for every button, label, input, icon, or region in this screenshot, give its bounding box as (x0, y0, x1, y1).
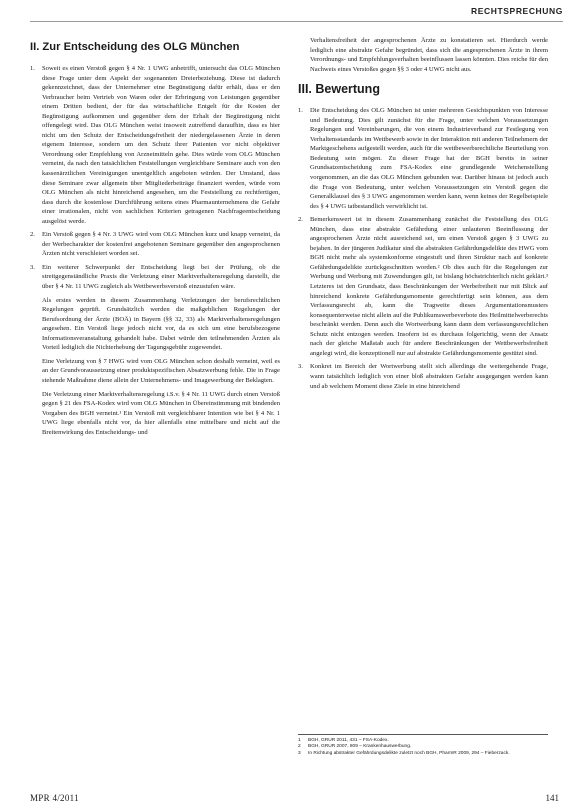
item-number: 3. (30, 263, 35, 271)
list-item (30, 64, 280, 226)
item-number: 1. (30, 65, 35, 72)
footnote-number: 2 (298, 744, 301, 750)
item-text: Konkret im Bereich der Wortwerbung stellt sich allerdings die weitergehende Frage, wann tatsächlich lediglich von einer bloß abstrakten Gefahr ausgegangen werden kann und ab welchem Moment diese Ziele in eine hinreichend (310, 363, 548, 390)
item-number: 1. (298, 107, 303, 115)
continued-paragraph: Verhaltensfreiheit der angesprochenen Ärzte zu konstatieren sei. Hierdurch werde lediglich eine abstrakte Gefahr begründet, dass sich die angesprochenen Ärzte in ihrem Verordnungs- und Empfehlungsverhalten beeinflussen lassen könnten. Dies reiche für den Nachweis eines Verstoßes gegen §§ 3 oder 4 UWG nicht aus. (310, 37, 548, 73)
section-heading-iii: III. Bewertung (298, 82, 380, 97)
page-number: 141 (545, 793, 559, 803)
footnote-text: BGH, GRUR 2007, 809 – Krankenhauswerbung. (308, 744, 412, 750)
item-text: Bemerkenswert ist in diesem Zusammenhang zunächst die Feststellung des OLG München, dass eine abstrakte Gefährdung einer unlauteren Beeinflussung der angesprochenen Ärzte nicht ausreichend sei, um einen Verstoß gegen § 3 UWG zu bejahen. In der jüngeren Judikatur sind die abstrakten Gefährdungsdelikte des HWG vom BGH nicht mehr als systemkonforme eingestuft und ihren Struktur nach auf konkrete Gefährdungsdelikte zurückgeschnitten worden.² Ob dies auch für die Regelungen zur Werbung und Werbung mit Zuwendungen gilt, ist bislang höchstrichterlich nicht geklärt.³ Letzteres ist den Grundsatz, dass Beschränkungen der Werbefreiheit nur mit Blick auf hinreichend konkrete Gefährdungsmomente gerechtfertigt sein können, aus dem Verfassungsrecht ab, kann die Tragweite dieses Argumentationsmusters konsequenterweise nicht allein auf die Publikumswerbeverbote des Heilmittelwerberechts beschränkt werden. Denn auch die Wortwerbung kann dann dem verfassungsrechtlichen Schutz nicht entzogen werden. Insofern ist es durchaus folgerichtig, wenn der Ansatz nach der gleiche Maßstab auch für andere Beschränkungen der Wettbewerbsfreiheit angelegt wird, die konzeptionell nur auf abstrakte Gefährdungsmomente gestützt sind. (310, 216, 548, 357)
item-text: Die Entscheidung des OLG München ist unter mehreren Gesichtspunkten von Interesse und Bedeutung. Dies gilt zunächst für die Frage, unter welchen Voraussetzungen Regelungen und Vereinbarungen, die von einem Industrieverband zur Festlegung von Verhaltensstandards im Wettbewerb sowie in der Interaktion mit anderen Teilnehmern der Marktgeschehens aufgestellt werden, auch für die wettbewerbsrechtliche Beurteilung von Bedeutung sein mögen. Zu dieser Frage hat der BGH bereits in seiner Grundsatzentscheidung zum FSA-Kodex eine grundlegende Weichenstellung vorgenommen, an die das OLG München gebunden war. Darüber hinaus ist jedoch auch die Frage von Bedeutung, unter welchen Voraussetzungen ein Verstoß gegen die Generalklausel des § 3 UWG angenommen werden kann, wenn keines der Regelbeispiele des § 4 UWG tatbestandlich verwirklicht ist. (310, 107, 548, 210)
list-item (298, 106, 548, 211)
item-text: Soweit es einen Verstoß gegen § 4 Nr. 1 UWG anbetrifft, untersucht das OLG München diese Frage unter dem Aspekt der sogenannten Dreierbeziehung. Diese ist dadurch gekennzeichnet, dass der Unternehmer eine Begünstigung dafür erhält, dass er den Verbraucher beim Vertrieb von Waren oder der Erbringung von Leistungen gegenüber einem Dritten bedient, der für das wirtschaftliche Entgelt für die Kosten der Begünstigung aufkommen und gegenüber dem der Erhalt der Begünstigung nicht offengelegt wird. Das OLG München weist insoweit zutreffend daraufhin, dass es hier nicht um den Schutz der Entscheidungsfreiheit der niedergelassenen Ärzte in deren eigenem Interesse, sondern um den Schutz ihrer Patienten vor nicht objektiver Verordnung oder Empfehlung von Arzneimitteln gehe. Dies würde vom OLG München verneint, da nach den tatsächlichen Feststellungen vergleichbare Seminare auch von den kassenärztlichen Vereinigungen unentgeltlich angeboten würden. Der Umstand, dass diese Seminare zwar allgemein über Mitgliederbeiträge finanziert werden, würde vom OLG München als nicht hinreichend angesehen, um die Feststellung zu rechtfertigen, dass durch die kostenlose Durchführung seitens eines Pharmaunternehmens die Gefahr einer irrationalen, nicht von sachlichen Kriterien getragenen Nachfrageentscheidung ausgelöst werde. (42, 65, 280, 225)
header-rule (30, 21, 563, 22)
item-number: 3. (298, 363, 303, 371)
footnote-number: 1 (298, 738, 301, 743)
footnote (298, 751, 548, 757)
body-paragraph: Eine Verletzung von § 7 HWG wird vom OLG München schon deshalb verneint, weil es an der Grundvoraussetzung einer produktspezifischen Absatzwerbung fehle. Die in Frage stehende Maßnahme diene allein der Unternehmens- und Imagewerbung der Beklagten. (42, 357, 280, 384)
item-number: 2. (298, 216, 303, 224)
footnote-text: BGH, GRUR 2011, 431 – FSA-Kodex. (308, 738, 389, 743)
list-item (30, 263, 280, 292)
footnote-number: 3 (298, 750, 301, 756)
footnotes (298, 734, 548, 757)
journal-issue: MPR 4/2011 (30, 793, 79, 803)
list-item (298, 215, 548, 358)
list-item (30, 230, 280, 259)
item-number: 2. (30, 231, 35, 239)
right-column (298, 36, 548, 395)
item-text: Ein weiterer Schwerpunkt der Entscheidung liegt bei der Prüfung, ob die streitgegenständliche Praxis die Verletzung einer Marktverhaltensregelung darstellt, die über § 4 Nr. 11 UWG zugleich als Wettbewerbsverstoß einzustufen wäre. (42, 263, 280, 291)
footnote-text: In Richtung abstrakter Gefährdungsdelikte zuletzt noch BGH, PharmR 2009, 294 – Fieberzack. (308, 750, 510, 756)
body-paragraph: Die Verletzung einer Marktverhaltensregelung i.S.v. § 4 Nr. 11 UWG durch einen Verstoß gegen § 21 des FSA-Kodex wird vom OLG München in Übereinstimmung mit bindenden Vorgaben des BGH verneint.¹ Ein Verstoß mit vergleichbarer Intention wie bei § 4 Nr. 1 UWG liege ebenfalls nicht vor, da hier allenfalls eine mittelbare und nicht auf die Breitenwirkung des Entscheidungs- und (42, 390, 280, 436)
list-item (298, 362, 548, 391)
body-paragraph: Als erstes werden in diesem Zusammenhang Verletzungen der berufsrechtlichen Regelungen geprüft. Grundsätzlich werden die maßgeblichen Regelungen der Berufsordnung der Ärzte (BOÄ) in Bayern (§§ 32, 33) als Marktverhaltensregelungen angesehen. Ein Verstoß liege jedoch nicht vor, da es sich um eine berufsbezogene Informationsveranstaltung gehandelt habe. Dabei würde den teilnehmenden Ärzten als Vorteil lediglich die Nichterhebung der Tagungsgebühr zugewendet. (42, 296, 280, 352)
running-head: RECHTSPRECHUNG (471, 6, 563, 16)
left-column (30, 40, 280, 441)
section-heading-ii: II. Zur Entscheidung des OLG München (30, 41, 240, 53)
item-text: Ein Verstoß gegen § 4 Nr. 3 UWG wird vom OLG München kurz und knapp verneint, da der Werbecharakter der kostenfrei angebotenen Seminare gegenüber den angesprochenen Ärzten nicht verschleiert worden sei. (42, 231, 280, 258)
